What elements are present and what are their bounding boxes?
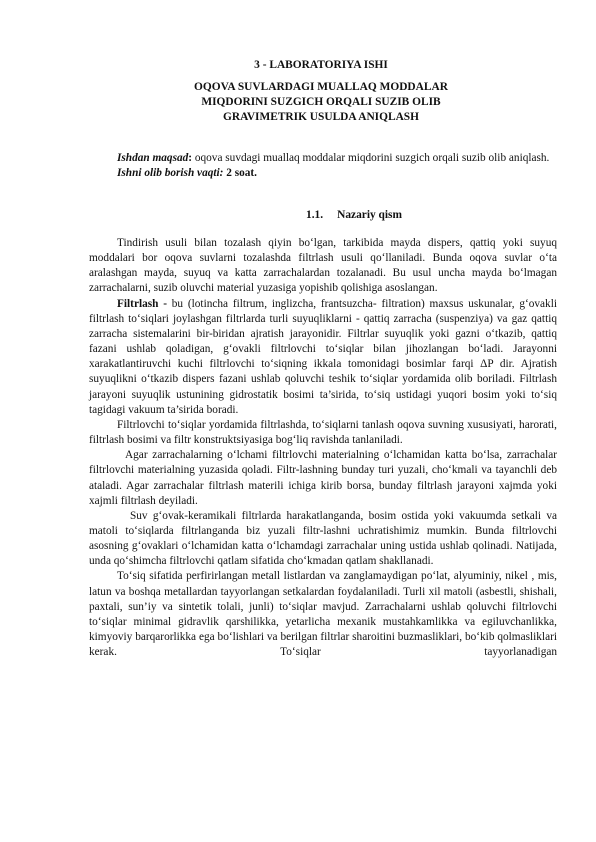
paragraph: Filtrlovchi to‘siqlar yordamida filtrlashda, to‘siqlarni tanlash oqova suvning xususiyati, harorati, filtrlash bosimi va filtr konstruktsiyasiga bog‘liq ravishda tanlaniladi.: [89, 418, 557, 447]
duration-value: 2 soat.: [223, 167, 257, 179]
subject-title-line: MIQDORINI SUZGICH ORQALI SUZIB OLIB: [201, 96, 441, 108]
paragraph: To‘siq sifatida perfirirlangan metall listlardan va zanglamaydigan po‘lat, alyuminiy, nikel , mis, latun va boshqa metallardan tayyorlangan setkalardan foydalaniladi. Turli xil matoli (asbestli, shishali, paxtali, sun’iy va sintetik tolali, junli) to‘siqlar mavjud. Zarrachalarni ushlab qoluvchi filtrlovchi to‘siqlar minimal gidravlik qarshilikka, yetarlicha mexanik mustahkamlikka va egiluvchanlikka, kimyoviy barqarorlikka ega bo‘lishlari va berilgan filtrlar sharoitini buzmasliklari, bo‘kib qolmasliklari kerak. To‘siqlar tayyorlanadigan: [89, 570, 557, 659]
purpose-text: oqova suvdagi muallaq moddalar miqdorini suzgich orqali suzib olib aniqlash.: [192, 152, 550, 164]
lab-title: 3 - LABORATORIYA ISHI: [254, 59, 388, 71]
duration-label: Ishni olib borish vaqti:: [117, 167, 224, 179]
paragraph-text: bu (lotincha filtrum, inglizcha, frantsuzcha- filtration) maxsus uskunalar, g‘ovakli filtrlash to‘siqlari joylashgan filtrlarda turli suyuqliklarni - qattiq zarracha (suspenziya) va gaz qattiq zarracha sistemalarini bir-biridan ajratish jarayonidir. Filtrlar suyuqlik yoki gazni o‘tkazib, qattiq fazani ushlab qoladigan, g‘ovakli filtrlovchi to‘siqlar bilan jihozlangan bo‘ladi. Jarayonni xarakatlantiruvchi kuchi filtrlovchi to‘siqning ikkala tomonidagi bosimlar farqi ΔP dir. Ajratish suyuqlikni o‘tkazib dispers fazani ushlab qoluvchi teshik to‘siqlar yordamida olib boriladi. Filtrlash jarayoni suyuqlik ustunining gidrostatik bosimi ta’sirida, to‘siq ustidagi yuqori bosim yoki to‘siq tagidagi vakuum ta’sirida boradi.: [89, 297, 557, 416]
purpose-colon: :: [188, 152, 193, 164]
paragraph: Suv g‘ovak-keramikali filtrlarda harakatlanganda, bosim ostida yoki vakuumda setkali va matoli to‘siqlarda filtrlanganda biz yuzali filtr-lashni uchratishimiz mumkin. Bunda filtrlovchi asosning g‘ovaklari o‘lchamidan katta o‘lchamdagi zarrachalar uning ustida ushlab qolinadi. Natijada, unda qo‘shimcha filtrlovchi qatlam sifatida cho‘kmadan qatlam shakllanadi.: [89, 509, 557, 568]
purpose-label: Ishdan maqsad: [117, 152, 189, 164]
subject-title: [0, 80, 596, 125]
lab-meta: [89, 151, 557, 181]
subject-title-line: OQOVA SUVLARDAGI MUALLAQ MODDALAR: [194, 81, 448, 93]
paragraph: Tindirish usuli bilan tozalash qiyin bo‘lgan, tarkibida mayda dispers, qattiq yoki suyuq moddalari bor oqova suvlarni tozalashda filtrlash usuli qo‘llaniladi. Bunda oqova suvlar o‘ta aralashgan mayda, suyuq va katta zarrachalardan tozalanadi. Bu usul uncha mayda bo‘lmagan zarrachalarni, suzib oluvchi material yuzasiga yopishib qolishiga asoslangan.: [89, 237, 557, 295]
purpose-line: [89, 151, 557, 166]
duration-line: [89, 166, 557, 181]
paragraph: [89, 297, 557, 418]
paragraph: Agar zarrachalarning o‘lchami filtrlovchi materialning o‘lchamidan katta bo‘lsa, zarrachalar filtrlovchi materialning yuzasida qoladi. Filtr-lashning bunday turi yuzali, cho‘kmali va tayanchli deb ataladi. Agar zarrachalar filtrlash materili ichiga kirib borsa, bunday filtrlash jarayoni xajmda yoki xajmli filtrlash deyiladi.: [89, 449, 557, 507]
term-filtrlash: Filtrlash -: [117, 297, 167, 310]
section-title: Nazariy qism: [337, 209, 402, 221]
section-heading: [0, 209, 596, 221]
body-text: [89, 236, 557, 660]
subject-title-line: GRAVIMETRIK USULDA ANIQLASH: [222, 111, 419, 123]
section-number: 1.1.: [306, 209, 324, 221]
